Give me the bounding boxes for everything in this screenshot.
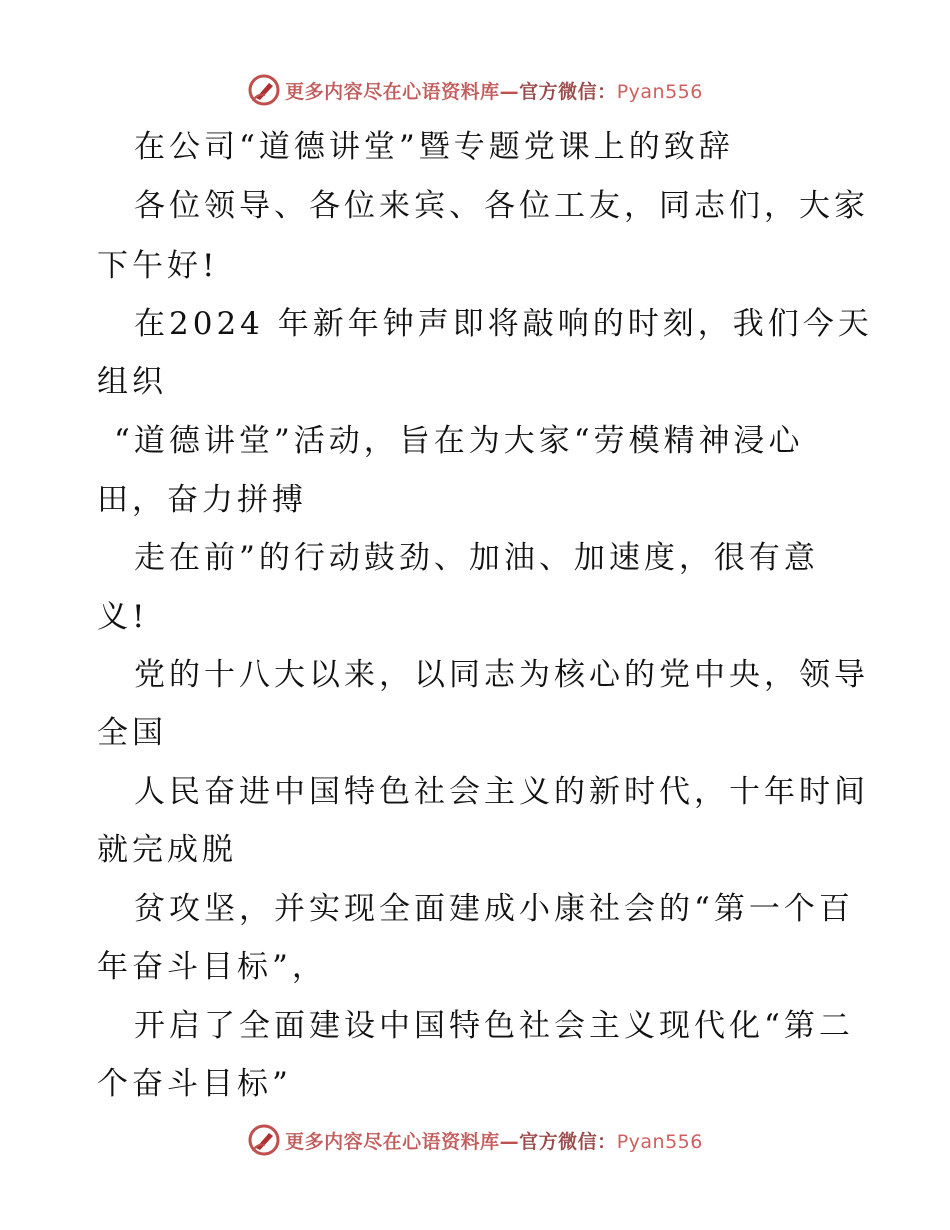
paragraph-line: 各位领导、各位来宾、各位工友，同志们，大家 xyxy=(134,188,869,224)
paragraph-line: 贫攻坚，并实现全面建成小康社会的“第一个百 xyxy=(134,891,854,927)
paragraph-line: 田，奋力拼搏 xyxy=(97,482,307,518)
paragraph-line: 走在前”的行动鼓劲、加油、加速度，很有意 xyxy=(134,540,819,576)
watermark-wechat-label: 官方微信： xyxy=(519,1130,617,1153)
paragraph-line: “道德讲堂”活动，旨在为大家“劳模精神浸心 xyxy=(114,423,804,459)
paragraph-line: 下午好! xyxy=(97,248,219,284)
watermark-dash: — xyxy=(499,80,520,103)
paragraph-line: 就完成脱 xyxy=(97,832,237,868)
paragraph-line: 人民奋进中国特色社会主义的新时代，十年时间 xyxy=(134,774,869,810)
pen-logo-icon xyxy=(247,1123,281,1157)
paragraph-line: 在2024 年新年钟声即将敲响的时刻，我们今天 xyxy=(134,306,873,342)
paragraph-line: 年奋斗目标”， xyxy=(97,949,327,985)
watermark-wechat-id: Pyan556 xyxy=(616,80,703,103)
paragraph-line: 开启了全面建设中国特色社会主义现代化“第二 xyxy=(134,1008,854,1044)
paragraph-line: 党的十八大以来，以同志为核心的党中央，领导 xyxy=(134,657,869,693)
watermark-site-name: 更多内容尽在心语资料库 xyxy=(285,80,500,103)
paragraph-line: 全国 xyxy=(97,715,167,751)
watermark-site-name: 更多内容尽在心语资料库 xyxy=(285,1130,500,1153)
paragraph-line: 个奋斗目标” xyxy=(97,1066,292,1102)
paragraph-line: 组织 xyxy=(97,364,167,400)
footer-watermark-banner xyxy=(0,1120,950,1160)
watermark-wechat-id: Pyan556 xyxy=(616,1130,703,1153)
watermark-text xyxy=(285,1127,703,1154)
paragraph-line: 义! xyxy=(97,599,149,635)
document-title: 在公司“道德讲堂”暨专题党课上的致辞 xyxy=(134,129,734,165)
watermark-dash: — xyxy=(499,1130,520,1153)
watermark-wechat-label: 官方微信： xyxy=(519,80,617,103)
